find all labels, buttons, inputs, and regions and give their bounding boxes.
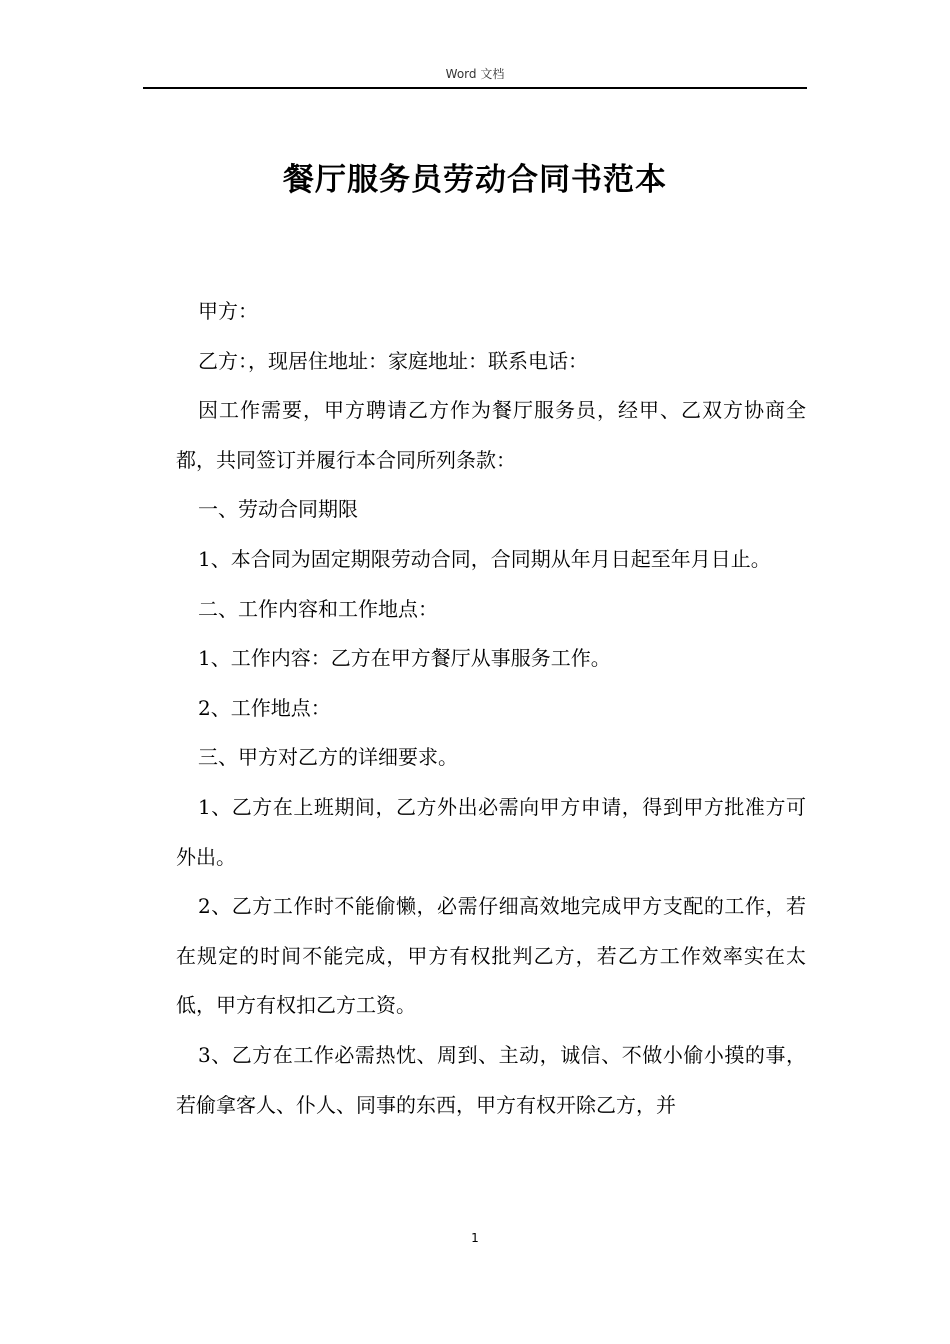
clause-requirement-3: 3、乙方在工作必需热忱、周到、主动，诚信、不做小偷小摸的事，若偷拿客人、仆人、同事的东西，甲方有权开除乙方，并 — [176, 1042, 806, 1117]
section-heading-contract-term: 一、劳动合同期限 — [198, 497, 358, 522]
section-heading-requirements: 三、甲方对乙方的详细要求。 — [198, 745, 458, 770]
clause-work-content-1: 1、工作内容：乙方在甲方餐厅从事服务工作。 — [198, 646, 611, 671]
page-header-label: Word 文档 — [445, 67, 505, 81]
clause-requirement-1: 1、乙方在上班期间，乙方外出必需向甲方申请，得到甲方批准方可外出。 — [176, 794, 806, 869]
page-number: 1 — [471, 1231, 479, 1245]
paragraph-party-b: 乙方：，现居住地址：家庭地址：联系电话： — [198, 348, 588, 373]
header-divider — [143, 87, 807, 89]
section-heading-work-content: 二、工作内容和工作地点： — [198, 596, 438, 621]
paragraph-preamble: 因工作需要，甲方聘请乙方作为餐厅服务员，经甲、乙双方协商全都，共同签订并履行本合同所列条款： — [176, 398, 806, 472]
document-title: 餐厅服务员劳动合同书范本 — [283, 162, 667, 198]
clause-work-location-2: 2、工作地点： — [198, 695, 331, 720]
clause-requirement-2: 2、乙方工作时不能偷懒，必需仔细高效地完成甲方支配的工作，若在规定的时间不能完成，甲方有权批判乙方，若乙方工作效率实在太低，甲方有权扣乙方工资。 — [176, 894, 806, 1018]
clause-contract-term-1: 1、本合同为固定期限劳动合同，合同期从年月日起至年月日止。 — [198, 546, 771, 571]
paragraph-party-a: 甲方： — [198, 299, 258, 323]
document-body — [176, 287, 806, 1130]
